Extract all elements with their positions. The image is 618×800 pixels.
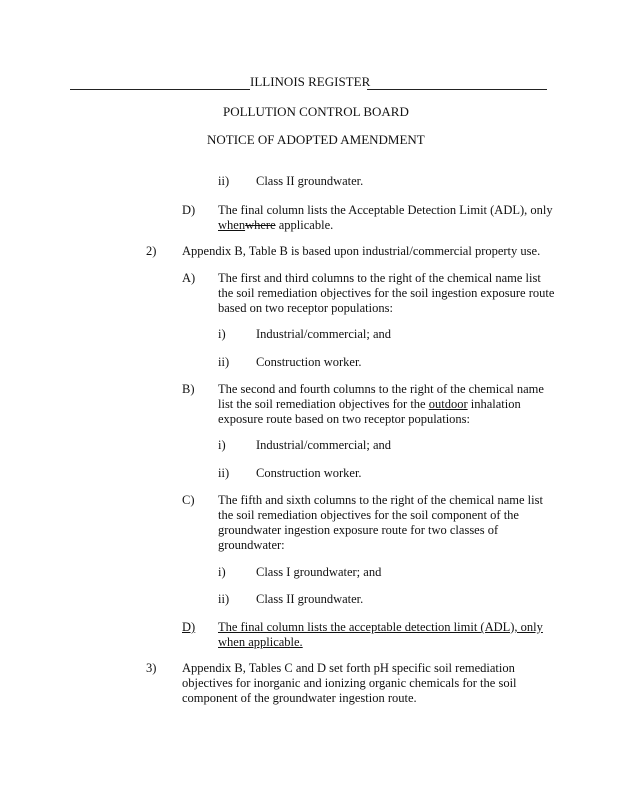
a-ii-text: Construction worker.	[256, 355, 362, 369]
d1-tail: applicable.	[275, 218, 334, 232]
d1-when: when	[218, 218, 246, 232]
p3-line3: component of the groundwater ingestion route.	[182, 691, 417, 705]
c-paragraph	[218, 493, 558, 553]
c2-ii-marker: ii)	[218, 592, 230, 606]
b-outdoor: outdoor	[428, 397, 468, 411]
a-ii-marker: ii)	[218, 355, 230, 369]
c-ii-text: Class II groundwater.	[256, 174, 364, 188]
b-ii-marker: ii)	[218, 466, 230, 480]
b-line1: The second and fourth columns to the right of the chemical name	[218, 382, 544, 396]
d1-where: where	[245, 218, 276, 232]
p3-paragraph	[182, 661, 562, 706]
p2-text: Appendix B, Table B is based upon industrial/commercial property use.	[182, 244, 541, 258]
b-ii-text: Construction worker.	[256, 466, 362, 480]
register-title: ILLINOIS REGISTER	[250, 74, 371, 89]
a-i-text: Industrial/commercial; and	[256, 327, 392, 341]
c-line1: The fifth and sixth columns to the right of the chemical name list	[218, 493, 543, 507]
b-marker: B)	[182, 382, 195, 396]
d2-marker: D)	[182, 620, 196, 634]
p3-line1: Appendix B, Tables C and D set forth pH specific soil remediation	[182, 661, 515, 675]
p3-line2: objectives for inorganic and ionizing organic chemicals for the soil	[182, 676, 517, 690]
d2-paragraph	[218, 620, 558, 650]
b-i-marker: i)	[218, 438, 226, 452]
a-paragraph	[218, 271, 558, 316]
c-ii-marker: ii)	[218, 174, 230, 188]
d1-marker: D)	[182, 203, 196, 217]
p3-marker: 3)	[146, 661, 157, 675]
c-line2: the soil remediation objectives for the soil component of the	[218, 508, 519, 522]
c2-ii-text: Class II groundwater.	[256, 592, 364, 606]
c-marker: C)	[182, 493, 195, 507]
a-line3: based on two receptor populations:	[218, 301, 393, 315]
a-line2: the soil remediation objectives for the soil ingestion exposure route	[218, 286, 555, 300]
header-rule-right	[367, 89, 547, 90]
d2-line1: The final column lists the acceptable detection limit (ADL), only	[218, 620, 543, 634]
d2-line2: when applicable.	[218, 635, 303, 649]
c-line4: groundwater:	[218, 538, 285, 552]
p2-marker: 2)	[146, 244, 157, 258]
c2-i-text: Class I groundwater; and	[256, 565, 382, 579]
d1-paragraph	[218, 203, 558, 233]
b-line2-post: inhalation	[467, 397, 521, 411]
d1-line2	[218, 218, 558, 233]
b-line2-pre: list the soil remediation objectives for the	[218, 397, 429, 411]
board-title: POLLUTION CONTROL BOARD	[223, 104, 409, 119]
b-i-text: Industrial/commercial; and	[256, 438, 392, 452]
b-line3: exposure route based on two receptor populations:	[218, 412, 471, 426]
a-i-marker: i)	[218, 327, 226, 341]
a-marker: A)	[182, 271, 196, 285]
c2-i-marker: i)	[218, 565, 226, 579]
b-paragraph	[218, 382, 558, 427]
c-line3: groundwater ingestion exposure route for two classes of	[218, 523, 499, 537]
d1-line1: The final column lists the Acceptable Detection Limit (ADL), only	[218, 203, 553, 217]
header-rule-left	[70, 89, 250, 90]
b-line2	[218, 397, 558, 412]
notice-title: NOTICE OF ADOPTED AMENDMENT	[207, 132, 425, 147]
a-line1: The first and third columns to the right of the chemical name list	[218, 271, 541, 285]
